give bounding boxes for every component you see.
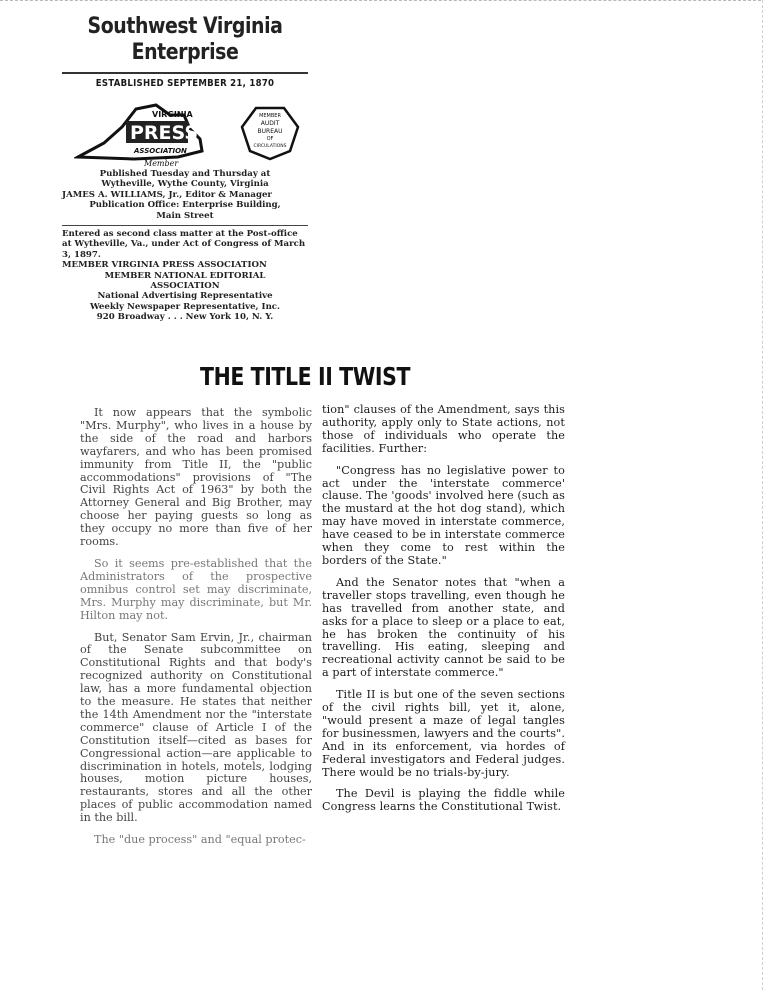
audit-bureau-logo bbox=[240, 105, 300, 161]
page-top-border bbox=[0, 0, 761, 3]
editor-line: JAMES A. WILLIAMS, Jr., Editor & Manager bbox=[62, 189, 272, 200]
virginia-press-association-logo bbox=[74, 99, 209, 169]
title-line-1: Southwest Virginia bbox=[87, 14, 283, 39]
paragraph: "Congress has no legislative power to act under the 'interstate commerce' clause. The 'goods' involved here (such as the mustard at the hot dog stand), which may have moved in interstate commerce, have ceased to be in interstate commerce when they come to rest within the borders of the State." bbox=[322, 463, 565, 567]
paragraph: The "due process" and "equal protec- bbox=[94, 833, 306, 847]
svg-text:ASSOCIATION: ASSOCIATION bbox=[134, 147, 187, 155]
svg-text:PRESS: PRESS bbox=[130, 122, 199, 144]
paragraph: So it seems pre-established that the Administrators of the prospective omnibus control set may discriminate, Mrs. Murphy may discriminate, but Mr. Hilton may not. bbox=[80, 556, 312, 622]
svg-text:OF: OF bbox=[266, 136, 274, 142]
office-line: Publication Office: Enterprise Building, bbox=[89, 200, 281, 211]
paragraph: Title II is but one of the seven sections of the civil rights bill, yet it, alone, "would present a maze of legal tangles for businessmen, lawyers and the courts". And in its enforcement, via hordes of Federal investigators and Federal judges. There would be no trials-by-jury. bbox=[322, 688, 565, 779]
svg-text:BUREAU: BUREAU bbox=[257, 128, 283, 135]
logo-row bbox=[62, 99, 308, 169]
street-line: Main Street bbox=[156, 210, 214, 221]
national-line-1: National Advertising Representative bbox=[97, 291, 273, 302]
published-line: Published Tuesday and Thursday at bbox=[99, 169, 271, 179]
member-line-2: MEMBER NATIONAL EDITORIAL bbox=[104, 270, 266, 281]
masthead bbox=[62, 14, 308, 323]
national-line-2: Weekly Newspaper Representative, Inc. bbox=[89, 301, 281, 312]
article-headline: THE TITLE II TWIST bbox=[200, 362, 411, 391]
svg-text:MEMBER: MEMBER bbox=[259, 113, 281, 119]
location-line: Wytheville, Wythe County, Virginia bbox=[101, 179, 269, 190]
publication-info bbox=[62, 169, 308, 323]
svg-text:VIRGINIA: VIRGINIA bbox=[152, 110, 193, 119]
paragraph: But, Senator Sam Ervin, Jr., chairman of the Senate subcommittee on Constitutional Rights and that body's recognized authority on Constitutional law, has a more fundamental objection to the measure. He states that neither the 14th Amendment nor the "interstate commerce" clause of Article I of the Constitution itself—cited as bases for Congressional action—are applicable to discrimination in hotels, motels, lodging houses, motion picture houses, restaurants, stores and all the other places of public accommodation named in the bill. bbox=[80, 630, 312, 825]
article-column-right bbox=[322, 404, 565, 823]
svg-text:AUDIT: AUDIT bbox=[260, 120, 280, 127]
svg-text:CIRCULATIONS: CIRCULATIONS bbox=[253, 144, 287, 149]
member-line-2b: ASSOCIATION bbox=[150, 281, 220, 292]
info-divider bbox=[62, 225, 308, 226]
masthead-rule bbox=[62, 72, 308, 74]
svg-text:Member: Member bbox=[144, 159, 179, 168]
paragraph: tion" clauses of the Amendment, says this authority, apply only to State actions, not those of individuals who operate the facilities. Further: bbox=[322, 403, 565, 455]
paragraph: The Devil is playing the fiddle while Congress learns the Constitutional Twist. bbox=[322, 787, 565, 814]
title-line-2: Enterprise bbox=[131, 40, 239, 65]
member-line-1: MEMBER VIRGINIA PRESS ASSOCIATION bbox=[62, 260, 267, 271]
newspaper-title bbox=[79, 14, 291, 66]
entered-notice: Entered as second class matter at the Post-office at Wytheville, Va., under Act of Congress of March 3, 1897. bbox=[62, 229, 306, 260]
paragraph: And the Senator notes that "when a traveller stops travelling, even though he has travelled from another state, and asks for a place to sleep or a place to eat, he has broken the continuity of his travelling. His eating, sleeping and recreational activity cannot be said to be a part of interstate commerce." bbox=[322, 575, 565, 680]
article-column-left bbox=[80, 407, 312, 856]
paragraph: It now appears that the symbolic "Mrs. Murphy", who lives in a house by the side of the road and harbors wayfarers, and who has been promised immunity from Title II, the "public accommodations" provisions of "The Civil Rights Act of 1963" by both the Attorney General and Big Brother, may choose her paying guests so long as they occupy no more than five of her rooms. bbox=[80, 406, 312, 549]
national-line-3: 920 Broadway . . . New York 10, N. Y. bbox=[96, 312, 274, 323]
established-date: ESTABLISHED SEPTEMBER 21, 1870 bbox=[95, 78, 275, 89]
